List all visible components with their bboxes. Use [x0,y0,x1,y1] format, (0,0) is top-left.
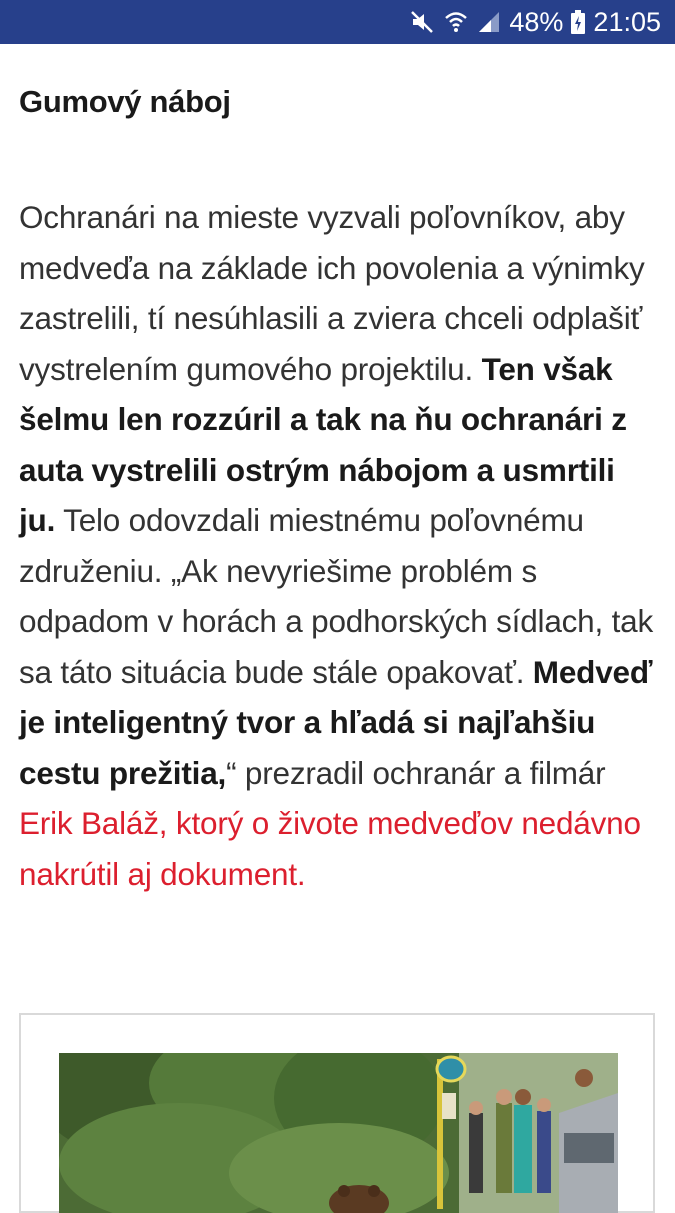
article-photo[interactable] [59,1053,618,1213]
paragraph-text: Telo odovzdali miestnému poľovnému združeniu. „Ak nevyriešime problém s odpadom v horách a podhorských sídlach, tak sa táto situácia bude stále opakovať. [19,502,654,690]
wifi-icon [443,9,469,35]
article-paragraph [19,192,659,899]
battery-charging-icon [571,10,585,34]
paragraph-text: “ prezradil ochranár a filmár [226,754,606,791]
article-image-card[interactable] [19,1013,655,1213]
status-bar [0,0,675,44]
article-body [19,72,659,931]
paragraph-bold-text: Medveď je inteligentný tvor a hľadá si najľahšiu cestu prežitia, [19,653,653,791]
paragraph-text: Ochranári na mieste vyzvali poľovníkov, aby medveďa na základe ich povolenia a výnimky zastrelili, tí nesúhlasili a zviera chceli odplašiť vystrelením gumového projektilu. [19,199,645,387]
paragraph-bold-text: Ten však šelmu len rozzúril a tak na ňu ochranári z auta vystrelili ostrým nábojom a usmrtili ju. [19,350,627,538]
author-link[interactable]: Erik Baláž, ktorý o živote medveďov nedávno nakrútil aj dokument. [19,805,641,892]
section-heading: Gumový náboj [19,84,231,119]
clock: 21:05 [593,6,661,37]
mute-icon [409,9,435,35]
signal-icon [477,10,501,34]
battery-percent: 48% [509,6,564,37]
forest-road-photo [59,1053,618,1213]
